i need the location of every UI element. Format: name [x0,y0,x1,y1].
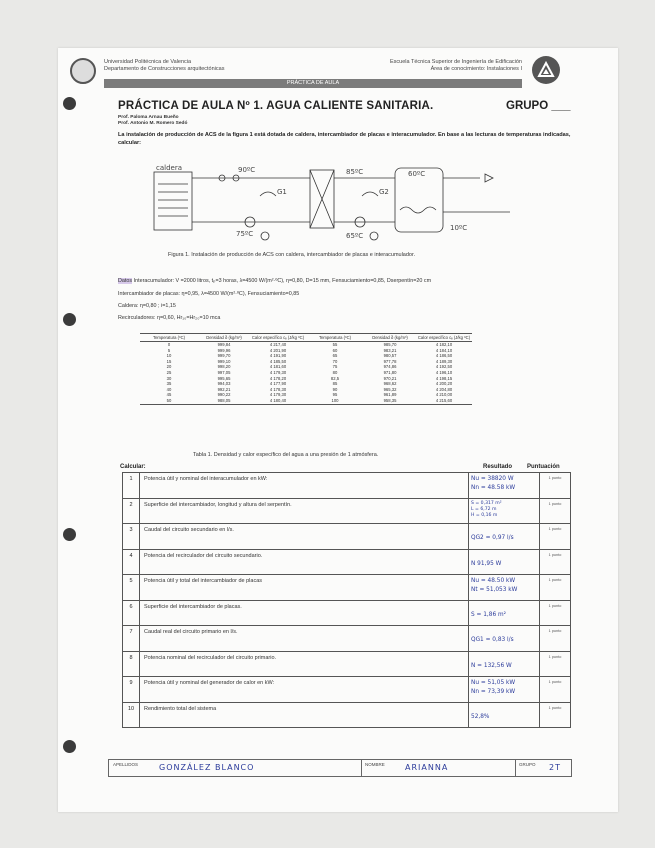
professor-2: Prof. Antonio M. Romero Sedó [118,121,188,126]
installation-diagram [150,164,520,248]
density-header-cell: Calor específico cₑ (J/kg ºC) [417,335,471,340]
question-row [123,498,571,524]
apellidos-value: GONZÁLEZ BLANCO [159,763,255,772]
points-cell: 1 punto [540,702,571,728]
density-cell: 992,21 [217,386,231,392]
university-name: Universidad Politécnica de Valencia Departamento de Construcciones arquitectónicas [104,59,225,72]
density-cell: 994,03 [217,381,231,387]
document-header [70,56,560,90]
density-cell: 10 [166,353,172,359]
grupo-value: 2T [549,763,561,772]
density-cell: 40 [166,386,172,392]
density-cell: 4 184,10 [435,347,453,353]
grupo-label: GRUPO ___ [506,100,571,112]
points-cell: 1 punto [540,677,571,703]
points-cell: 1 punto [540,651,571,677]
density-cell: 4 191,90 [269,353,287,359]
density-cell: 4 196,10 [435,369,453,375]
density-cell: 990,22 [217,392,231,398]
data-line-3: Caldera: η=0,80 ; i=1,15 [118,303,176,309]
density-cell: 45 [166,392,172,398]
density-cell: 4 189,30 [435,358,453,364]
points-cell: 1 punto [540,549,571,575]
datos-tag: Datos [118,278,133,284]
punch-hole [63,740,76,753]
question-number: 6 [123,600,140,626]
density-cell: 4 201,90 [269,347,287,353]
handwritten-answer: QG1 = 0,83 l/s [471,637,514,643]
question-text: Caudal del circuito secundario en l/s. [140,524,469,550]
label-t6: 10ºC [450,224,468,232]
table-caption: Tabla 1. Densidad y calor específico del agua a una presión de 1 atmósfera. [193,452,379,458]
density-header-cell: Calor específico cₑ (J/kg ºC) [251,335,305,340]
question-row [123,702,571,728]
handwritten-answer: Nn = 48.58 kW [471,485,516,491]
page-title: PRÁCTICA DE AULA Nº 1. AGUA CALIENTE SANITARIA. [118,100,434,112]
handwritten-answer: S = 0,317 m² [471,500,502,506]
density-cell: 80 [332,369,338,375]
data-line-1-text: Interacumulador: V =2000 litros, tₚ=3 horas, λ=4500 W/(m²·ºC), η=0,80, D=15 mm, Fensuciamiento=0,85, Dserpentín=20 cm [133,278,432,284]
density-cell: 20 [166,364,172,370]
density-cell: 4 185,50 [269,358,287,364]
density-cell: 968,62 [383,381,397,387]
answer-cell [469,473,540,499]
nombre-value: ARIANNA [405,763,449,772]
header-band: PRÁCTICA DE AULA [104,79,522,88]
density-cell: 4 182,10 [435,342,453,347]
points-cell: 1 punto [540,626,571,652]
label-t3: 60ºC [408,170,426,178]
density-cell: 995,65 [217,375,231,381]
density-cell: 988,05 [217,397,231,403]
density-cell: 4 181,60 [269,364,287,370]
density-cell: 4 217,40 [269,342,287,347]
answer-cell [469,626,540,652]
density-cell: 958,35 [383,397,397,403]
question-number: 10 [123,702,140,728]
punch-hole [63,528,76,541]
density-cell: 35 [166,381,172,387]
school-logo-icon [532,56,560,84]
question-row [123,524,571,550]
handwritten-answer: 52,8% [471,713,490,720]
question-row [123,600,571,626]
question-number: 8 [123,651,140,677]
professor-1: Prof. Paloma Arnau Bueño [118,115,179,120]
density-cell: 65 [332,353,338,359]
density-cell: 4 178,20 [269,375,287,381]
handwritten-answer: N 91,95 W [471,560,502,567]
answer-cell [469,549,540,575]
answer-cell [469,677,540,703]
points-cell: 1 punto [540,575,571,601]
answer-cell [469,702,540,728]
density-cell: 5 [167,347,171,353]
density-cell: 980,57 [383,353,397,359]
question-number: 7 [123,626,140,652]
points-cell: 1 punto [540,524,571,550]
density-cell: 95 [332,392,338,398]
density-cell: 977,78 [383,358,397,364]
density-cell: 55 [332,342,338,347]
density-cell: 965,32 [383,386,397,392]
handwritten-answer: L = 6,72 m [471,506,497,512]
density-cell: 4 215,60 [435,397,453,403]
punch-hole [63,97,76,110]
density-cell: 970,21 [383,375,397,381]
density-header-cell: Densidad δ (kg/m³) [364,334,416,342]
density-cell: 100 [331,397,339,403]
question-number: 9 [123,677,140,703]
question-text: Potencia útil y nominal del generador de calor en kW: [140,677,469,703]
resultado-label: Resultado [483,464,513,470]
label-caldera: caldera [156,164,183,172]
density-cell: 0 [167,342,171,347]
puntuacion-label: Puntuación [527,464,560,470]
density-cell: 30 [166,375,172,381]
density-cell: 971,80 [383,369,397,375]
student-footer [108,759,572,777]
density-cell: 961,89 [383,392,397,398]
handwritten-answer: H = 0,16 m [471,512,498,518]
handwritten-answer: Nu = 51,05 kW [471,680,516,686]
punch-hole [63,313,76,326]
answer-cell [469,651,540,677]
question-number: 2 [123,498,140,524]
density-header-cell: Temperatura (ºC) [306,334,364,342]
question-number: 1 [123,473,140,499]
density-cell: 4 204,80 [435,386,453,392]
label-g2: G2 [379,188,389,196]
density-cell: 997,05 [217,369,231,375]
apellidos-label: APELLIDOS [113,762,139,767]
density-cell: 85 [332,381,338,387]
density-cell: 4 177,90 [269,381,287,387]
data-line-4: Recirculadores: η=0,60, Hr₁₀=Hr₂₀=10 mca [118,315,221,321]
density-cell: 4 210,00 [435,392,453,398]
label-g1: G1 [277,188,287,196]
handwritten-answer: QG2 = 0,97 l/s [471,535,514,541]
intro-text: La instalación de producción de ACS de la figura 1 está dotada de caldera, intercambiador de placas e interacumulador. En base a las lecturas de temperaturas indicadas, calcular: [118,132,571,146]
answer-cell [469,575,540,601]
handwritten-answer: Nn = 73,39 kW [471,689,516,695]
calcular-label: Calcular: [120,464,146,470]
question-text: Potencia del recirculador del circuito secundario. [140,549,469,575]
figure-caption: Figura 1. Instalación de producción de ACS con caldera, intercambiador de placas e interacumulador. [168,252,416,258]
question-text: Potencia nominal del recirculador del circuito primario. [140,651,469,677]
density-cell: 4 192,50 [435,364,453,370]
density-cell: 15 [166,358,172,364]
question-row [123,575,571,601]
school-name: Escuela Técnica Superior de Ingeniería de Edificación Área de conocimiento: Instalaciones I [390,59,522,72]
points-cell: 1 punto [540,473,571,499]
density-cell: 50 [166,397,172,403]
handwritten-answer: N = 132,56 W [471,662,512,669]
density-header-cell: Temperatura (ºC) [140,334,198,342]
density-cell: 82,5 [330,375,340,381]
density-cell: 4 198,15 [435,375,453,381]
density-row [140,398,472,404]
label-t1: 90ºC [238,166,256,174]
density-cell: 4 179,30 [269,392,287,398]
answer-cell [469,498,540,524]
question-number: 5 [123,575,140,601]
density-cell: 75 [332,364,338,370]
density-cell: 25 [166,369,172,375]
question-row [123,549,571,575]
density-cell: 998,20 [217,364,231,370]
points-cell: 1 punto [540,498,571,524]
grupo-footer-label: GRUPO [519,762,536,767]
handwritten-answer: Nu = 48.50 kW [471,578,516,584]
question-text: Potencia útil y total del intercambiador de placas [140,575,469,601]
density-table [140,333,472,405]
density-cell: 4 186,50 [435,353,453,359]
density-cell: 70 [332,358,338,364]
question-number: 4 [123,549,140,575]
density-cell: 983,21 [383,347,397,353]
density-cell: 974,86 [383,364,397,370]
density-cell: 985,70 [383,342,397,347]
university-seal-icon [70,58,96,84]
density-cell: 60 [332,347,338,353]
density-cell: 999,10 [217,358,231,364]
label-t2: 85ºC [346,168,364,176]
handwritten-answer: S = 1,86 m² [471,611,506,618]
handwritten-answer: Nu = 38820 W [471,476,514,482]
density-cell: 999,84 [217,342,231,347]
data-line-2: Intercambiador de placas: η=0,95, λ=4500 W/(m²·ºC), Fensuciamiento=0,85 [118,291,300,297]
density-cell: 90 [332,386,338,392]
question-row [123,626,571,652]
label-t4: 75ºC [236,230,254,238]
data-line-1 [118,278,431,284]
question-row [123,651,571,677]
question-number: 3 [123,524,140,550]
question-text: Rendimiento total del sistema [140,702,469,728]
question-text: Caudal real del circuito primario en l/s. [140,626,469,652]
density-header-cell: Densidad δ (kg/m³) [198,334,250,342]
density-cell: 999,96 [217,347,231,353]
density-cell: 4 178,30 [269,386,287,392]
answer-cell [469,524,540,550]
question-row [123,677,571,703]
density-cell: 999,70 [217,353,231,359]
question-text: Superficie del intercambiador, longitud y altura del serpentín. [140,498,469,524]
label-t5: 65ºC [346,232,364,240]
density-cell: 4 179,30 [269,369,287,375]
question-text: Superficie del intercambiador de placas. [140,600,469,626]
handwritten-answer: Nt = 51,053 kW [471,587,518,593]
points-cell: 1 punto [540,600,571,626]
density-cell: 4 200,20 [435,381,453,387]
answer-cell [469,600,540,626]
nombre-label: NOMBRE [365,762,385,767]
question-row [123,473,571,499]
density-cell: 4 180,40 [269,397,287,403]
question-text: Potencia útil y nominal del interacumulador en kW: [140,473,469,499]
questions-table [122,472,571,728]
